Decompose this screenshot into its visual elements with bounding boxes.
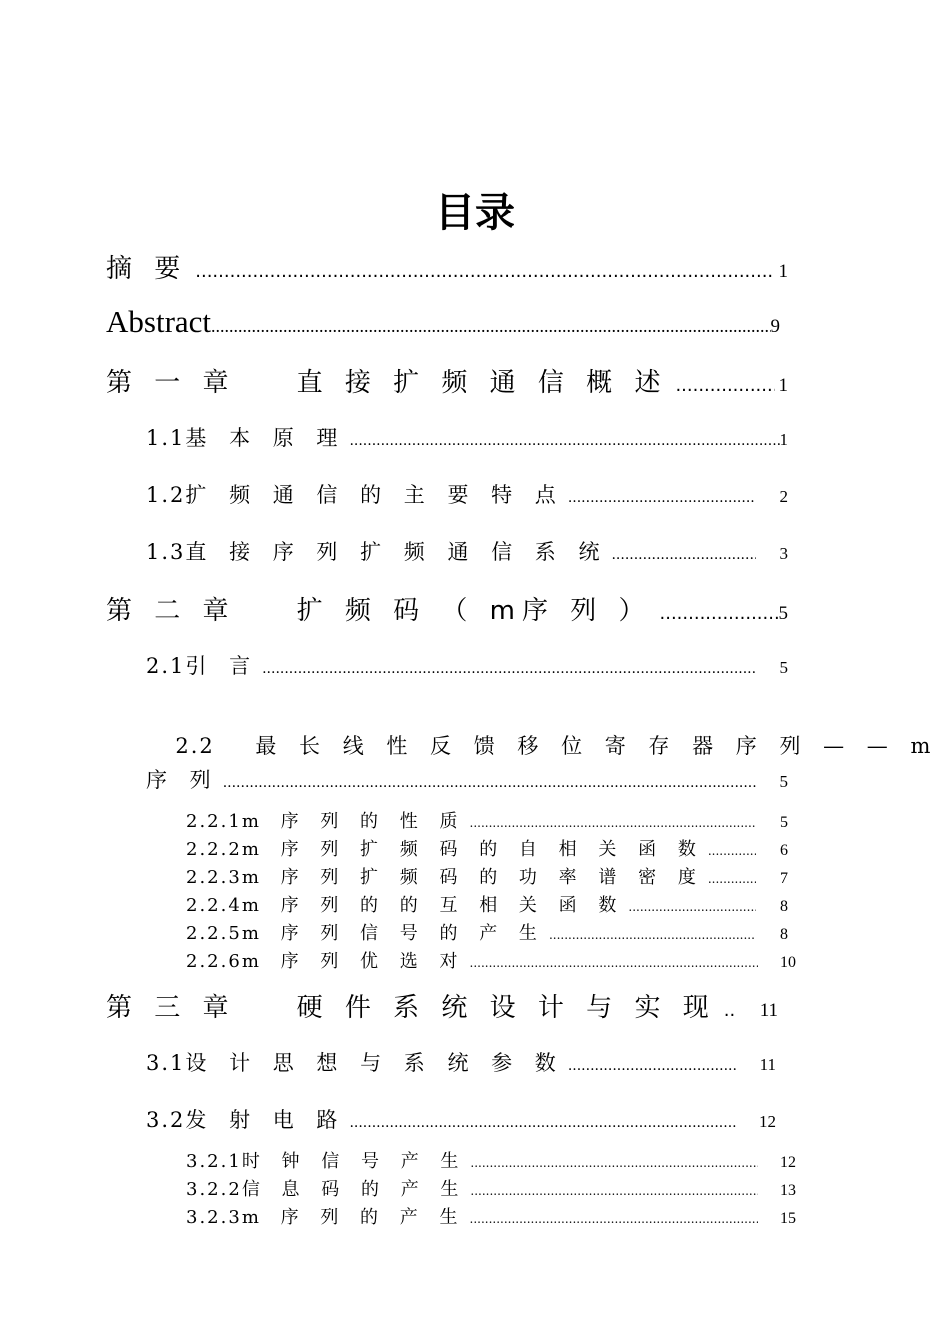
toc-entry-chapter-1[interactable] [106, 362, 788, 399]
toc-label-continued: 序 列 [146, 768, 219, 792]
toc-label: 基 本 原 理 [185, 426, 346, 450]
toc-leader [549, 928, 756, 942]
toc-entry-chapter-3[interactable] [106, 987, 778, 1024]
toc-page: 5 [780, 814, 788, 831]
toc-number: 2.2.5 [186, 923, 242, 944]
toc-page: 12 [759, 1112, 776, 1131]
toc-number: 3.2.2 [186, 1179, 242, 1200]
toc-leader [611, 547, 755, 563]
toc-page: 8 [780, 926, 788, 943]
toc-number: 2.2.4 [186, 895, 242, 916]
toc-page: 11 [759, 1000, 778, 1021]
toc-leader [349, 1115, 737, 1131]
toc-leader [724, 1000, 736, 1021]
toc-label: m 序 列 的 的 互 相 关 函 数 [241, 895, 625, 916]
toc-page: 1 [778, 261, 788, 282]
toc-label: Abstract [106, 304, 212, 339]
toc-entry-2-1[interactable] [146, 650, 788, 680]
toc-label: 信 息 码 的 产 生 [241, 1179, 467, 1200]
toc-entry-abstract-cn[interactable] [106, 248, 788, 285]
toc-entry-3-2-3[interactable] [186, 1203, 796, 1229]
toc-entry-2-2-1[interactable] [186, 807, 788, 833]
toc-entry-2-2-3[interactable] [186, 863, 788, 889]
toc-label: 时 钟 信 号 产 生 [241, 1151, 467, 1172]
toc-page: 12 [780, 1154, 796, 1171]
toc-page: 6 [780, 842, 788, 859]
toc-entry-2-2-2[interactable] [186, 835, 788, 861]
toc-page: 7 [780, 870, 788, 887]
toc-page: 5 [779, 772, 788, 791]
toc-number: 3.2.1 [186, 1151, 242, 1172]
toc-leader [470, 816, 757, 830]
toc-leader [211, 316, 770, 337]
toc-leader [470, 1184, 758, 1198]
toc-entry-2-2-5[interactable] [186, 919, 788, 945]
toc-label: m 序 列 扩 频 码 的 自 相 关 函 数 [241, 839, 704, 860]
toc-leader [470, 1156, 758, 1170]
toc-label: m 序 列 信 号 的 产 生 [241, 923, 545, 944]
toc-label: 直 接 序 列 扩 频 通 信 系 统 [185, 540, 608, 564]
toc-number: 2.2.3 [186, 867, 242, 888]
toc-label: 最 长 线 性 反 馈 移 位 寄 存 器 序 列 — — m [255, 734, 939, 758]
toc-entry-3-2-2[interactable] [186, 1175, 796, 1201]
toc-leader [628, 900, 756, 914]
toc-page: 2 [779, 487, 788, 506]
toc-entry-3-2[interactable] [146, 1104, 776, 1134]
toc-label: m 序 列 的 产 生 [241, 1207, 466, 1228]
toc-page: 10 [780, 954, 796, 971]
toc-leader [223, 775, 756, 791]
toc-leader [470, 956, 759, 970]
toc-entry-1-2[interactable] [146, 479, 788, 509]
page-title: 目录 [435, 190, 515, 236]
toc-page: 1 [779, 430, 788, 449]
toc-leader [708, 844, 756, 858]
toc-entry-3-1[interactable] [146, 1047, 776, 1077]
toc-entry-2-2-6[interactable] [186, 947, 796, 973]
toc-number: 1.2 [146, 483, 186, 507]
toc-number: 3.1 [146, 1051, 186, 1075]
toc-label: 设 计 思 想 与 系 统 参 数 [185, 1051, 564, 1075]
toc-page: 11 [759, 1055, 776, 1074]
toc-entry-2-2-cont[interactable] [146, 764, 788, 794]
toc-label: 第 一 章 直 接 扩 频 通 信 概 述 [106, 368, 668, 398]
toc-entry-3-2-1[interactable] [186, 1147, 796, 1173]
toc-label: 摘 要 [106, 254, 188, 284]
toc-entry-2-2[interactable] [146, 706, 938, 760]
toc-leader [262, 661, 755, 677]
toc-leader [568, 1058, 738, 1074]
toc-leader [660, 603, 779, 624]
toc-entry-1-3[interactable] [146, 536, 788, 566]
toc-leader [708, 872, 756, 886]
toc-label: 发 射 电 路 [185, 1108, 346, 1132]
toc-page: 13 [780, 1182, 796, 1199]
toc-number: 1.3 [146, 540, 186, 564]
toc-page: 1 [778, 375, 788, 396]
toc-label: 引 言 [185, 654, 259, 678]
toc-number: 3.2.3 [186, 1207, 242, 1228]
toc-number: 2.2 [175, 734, 215, 758]
toc-label: m 序 列 优 选 对 [241, 951, 466, 972]
toc-number: 1.1 [146, 426, 186, 450]
toc-label: 第 二 章 扩 频 码 （ m序 列 ） [106, 596, 652, 626]
toc-page: 3 [779, 544, 788, 563]
toc-page: 9 [770, 316, 780, 337]
toc-entry-1-1[interactable] [146, 422, 788, 452]
toc-label: 扩 频 通 信 的 主 要 特 点 [185, 483, 564, 507]
toc-number: 2.2.6 [186, 951, 242, 972]
toc-leader [675, 375, 774, 396]
toc-leader [568, 490, 756, 506]
toc-page: 5 [779, 658, 788, 677]
toc-leader [195, 261, 774, 282]
toc-leader [349, 433, 779, 449]
toc-label: m 序 列 的 性 质 [241, 811, 466, 832]
toc-number: 3.2 [146, 1108, 186, 1132]
toc-entry-chapter-2[interactable] [106, 590, 788, 627]
toc-page: 15 [780, 1210, 796, 1227]
toc-page: 8 [780, 898, 788, 915]
toc-label: m 序 列 扩 频 码 的 功 率 谱 密 度 [241, 867, 704, 888]
toc-entry-2-2-4[interactable] [186, 891, 788, 917]
toc-number: 2.2.1 [186, 811, 242, 832]
toc-number: 2.2.2 [186, 839, 242, 860]
toc-number: 2.1 [146, 654, 186, 678]
toc-page: 5 [778, 603, 788, 624]
toc-entry-abstract-en[interactable] [106, 304, 780, 340]
toc-leader [470, 1212, 759, 1226]
toc-label: 第 三 章 硬 件 系 统 设 计 与 实 现 [106, 993, 716, 1023]
